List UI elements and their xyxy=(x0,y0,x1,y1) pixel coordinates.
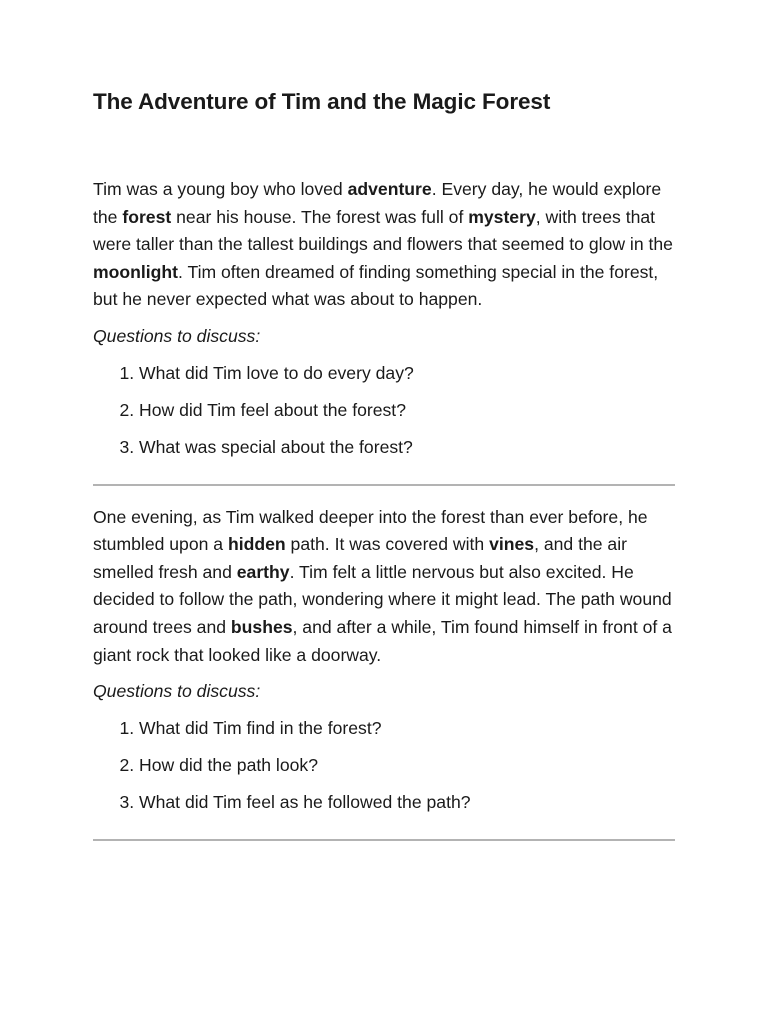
keyword-earthy: earthy xyxy=(236,561,290,582)
question-item: 1. What did Tim find in the forest? xyxy=(139,715,675,743)
questions-heading: Questions to discuss: xyxy=(93,681,261,702)
text-run: . Tim felt a little nervous but also excited. He decided to follow the path, wondering where it might lead. The path wound around trees and xyxy=(93,561,672,637)
text-run: near his house. The forest was full of xyxy=(171,206,469,227)
section-divider xyxy=(93,484,675,486)
keyword-vines: vines xyxy=(489,534,535,555)
question-item: 2. How did Tim feel about the forest? xyxy=(139,397,675,425)
keyword-bushes: bushes xyxy=(230,616,293,637)
section-2 xyxy=(93,504,675,817)
text-run: path. It was covered with xyxy=(285,534,490,555)
text-run: . Tim often dreamed of finding something special in the forest, but he never expected what was about to happen. xyxy=(93,261,659,310)
questions-list xyxy=(93,360,675,462)
keyword-mystery: mystery xyxy=(468,206,536,227)
section-1 xyxy=(93,176,675,462)
text-run: . Every day, he would explore the xyxy=(93,179,662,227)
text-run: One evening, as Tim walked deeper into the forest than ever before, he stumbled upon a xyxy=(93,506,648,555)
story-paragraph xyxy=(93,176,675,314)
questions-heading: Questions to discuss: xyxy=(93,325,261,346)
keyword-hidden: hidden xyxy=(227,534,286,555)
text-run: , with trees that were taller than the tallest buildings and flowers that seemed to glow in the xyxy=(93,206,673,255)
question-item: 2. How did the path look? xyxy=(139,752,675,780)
question-item: 1. What did Tim love to do every day? xyxy=(139,360,675,388)
questions-list xyxy=(93,715,675,817)
question-item: 3. What was special about the forest? xyxy=(139,434,675,462)
text-run: , and the air smelled fresh and xyxy=(93,534,627,582)
document-title: The Adventure of Tim and the Magic Forest xyxy=(93,89,551,114)
story-paragraph xyxy=(93,504,675,670)
keyword-forest: forest xyxy=(122,206,172,227)
keyword-moonlight: moonlight xyxy=(93,261,179,282)
question-item: 3. What did Tim feel as he followed the path? xyxy=(139,789,675,817)
section-divider xyxy=(93,839,675,841)
text-run: , and after a while, Tim found himself in front of a giant rock that looked like a doorway. xyxy=(93,616,672,665)
keyword-adventure: adventure xyxy=(347,179,432,199)
text-run: Tim was a young boy who loved xyxy=(93,179,348,199)
